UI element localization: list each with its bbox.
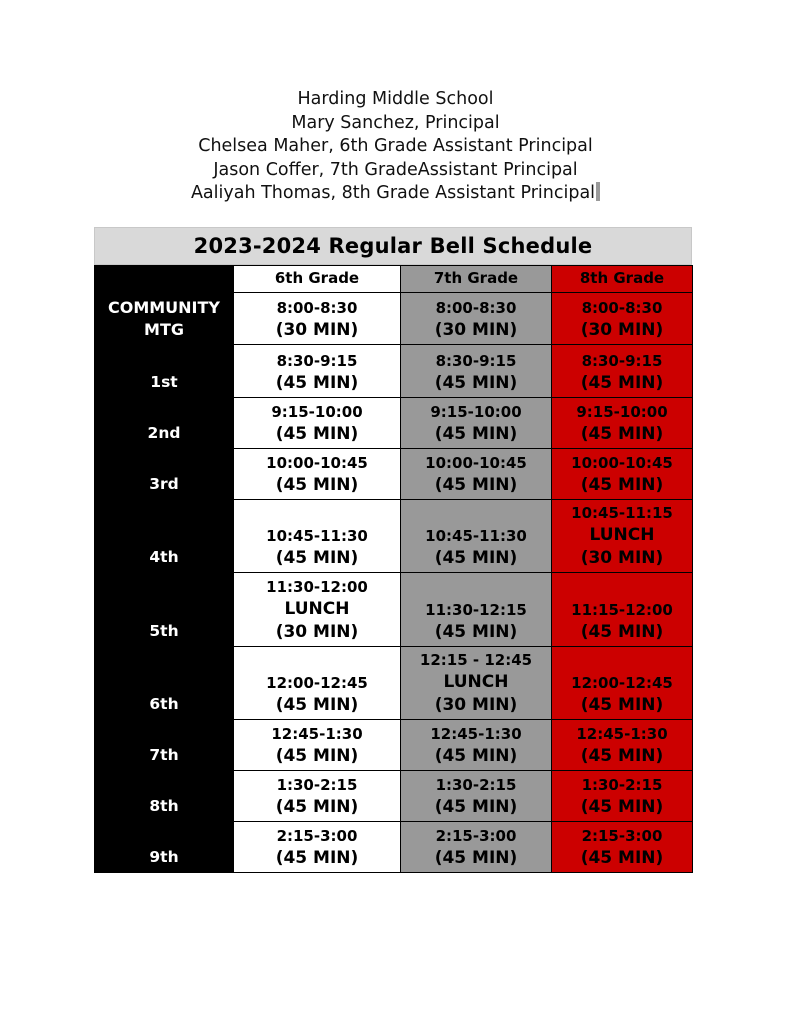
duration: (45 MIN) xyxy=(434,424,518,444)
grade-7-cell xyxy=(401,771,552,822)
cell-content xyxy=(234,775,400,822)
duration: (30 MIN) xyxy=(580,548,664,568)
duration: (45 MIN) xyxy=(580,695,664,715)
period-label xyxy=(95,500,234,573)
time-range: 12:00-12:45 xyxy=(266,673,368,692)
time-range: 12:15 - 12:45 xyxy=(419,650,533,669)
duration: (30 MIN) xyxy=(580,320,664,340)
period-label xyxy=(95,771,234,822)
cell-content xyxy=(552,503,692,573)
time-range: 8:00-8:30 xyxy=(276,298,358,317)
lunch-label: LUNCH xyxy=(443,672,509,692)
period-label xyxy=(95,720,234,771)
lunch-label: LUNCH xyxy=(284,599,350,619)
cell-content xyxy=(552,453,692,500)
duration: (45 MIN) xyxy=(434,548,518,568)
cell-content xyxy=(552,724,692,771)
cell-content xyxy=(234,453,400,500)
ap-8th-line-wrap xyxy=(0,182,791,206)
grade-6-cell xyxy=(234,293,401,345)
duration: (45 MIN) xyxy=(275,475,359,495)
time-range: 12:45-1:30 xyxy=(430,724,522,743)
cell-content xyxy=(401,724,551,771)
grade-6-cell xyxy=(234,573,401,647)
grade-6-cell xyxy=(234,398,401,449)
duration: (45 MIN) xyxy=(275,424,359,444)
time-range: 10:00-10:45 xyxy=(571,453,673,472)
time-range: 12:45-1:30 xyxy=(576,724,668,743)
period-label xyxy=(95,647,234,720)
time-range: 8:00-8:30 xyxy=(581,298,663,317)
duration: (45 MIN) xyxy=(580,373,664,393)
school-name: Harding Middle School xyxy=(297,89,494,109)
duration: (45 MIN) xyxy=(434,622,518,642)
cell-content xyxy=(401,775,551,822)
grade-8-cell xyxy=(552,771,693,822)
grade-7-cell xyxy=(401,573,552,647)
duration: (45 MIN) xyxy=(580,622,664,642)
time-range: 2:15-3:00 xyxy=(276,826,358,845)
cell-content xyxy=(234,673,400,720)
duration: (45 MIN) xyxy=(275,373,359,393)
period-label xyxy=(95,822,234,873)
period-label-line: 9th xyxy=(149,847,179,866)
grade-6-cell xyxy=(234,345,401,398)
grade-8-cell xyxy=(552,720,693,771)
grade-7-cell xyxy=(401,822,552,873)
ap-6th-line: Chelsea Maher, 6th Grade Assistant Principal xyxy=(198,136,593,156)
cell-content xyxy=(552,600,692,647)
time-range: 9:15-10:00 xyxy=(576,402,668,421)
duration: (45 MIN) xyxy=(275,797,359,817)
cell-content xyxy=(401,526,551,573)
duration: (45 MIN) xyxy=(580,746,664,766)
duration: (45 MIN) xyxy=(434,848,518,868)
time-range: 8:00-8:30 xyxy=(435,298,517,317)
cell-content xyxy=(552,775,692,822)
cell-content xyxy=(401,650,551,720)
time-range: 2:15-3:00 xyxy=(435,826,517,845)
schedule-row xyxy=(95,500,693,573)
time-range: 1:30-2:15 xyxy=(276,775,358,794)
time-range: 9:15-10:00 xyxy=(271,402,363,421)
duration: (45 MIN) xyxy=(275,695,359,715)
schedule-row xyxy=(95,822,693,873)
duration: (45 MIN) xyxy=(580,475,664,495)
schedule-row xyxy=(95,647,693,720)
duration: (45 MIN) xyxy=(580,424,664,444)
time-range: 12:00-12:45 xyxy=(571,673,673,692)
duration: (45 MIN) xyxy=(275,548,359,568)
schedule-table xyxy=(94,265,693,873)
duration: (45 MIN) xyxy=(434,373,518,393)
period-label xyxy=(95,345,234,398)
time-range: 1:30-2:15 xyxy=(435,775,517,794)
cell-content xyxy=(234,526,400,573)
period-label-line: 2nd xyxy=(147,423,181,442)
duration: (45 MIN) xyxy=(580,848,664,868)
bell-schedule xyxy=(94,227,692,873)
cell-content xyxy=(552,402,692,449)
time-range: 1:30-2:15 xyxy=(581,775,663,794)
schedule-row xyxy=(95,720,693,771)
grade-7-cell xyxy=(401,449,552,500)
grade-7-cell xyxy=(401,720,552,771)
period-label-line: MTG xyxy=(144,319,184,339)
cell-content xyxy=(401,600,551,647)
time-range: 9:15-10:00 xyxy=(430,402,522,421)
cell-content xyxy=(234,577,400,647)
period-label-line: 7th xyxy=(149,745,179,764)
duration: (45 MIN) xyxy=(434,475,518,495)
period-label-line: 4th xyxy=(149,547,179,566)
cell-content xyxy=(401,826,551,873)
grade-8-cell xyxy=(552,647,693,720)
document-header xyxy=(0,88,791,206)
duration: (30 MIN) xyxy=(275,622,359,642)
duration: (45 MIN) xyxy=(434,797,518,817)
duration: (45 MIN) xyxy=(275,746,359,766)
grade-7-cell xyxy=(401,345,552,398)
cell-content xyxy=(401,351,551,398)
cell-content xyxy=(552,351,692,398)
text-cursor xyxy=(596,182,600,201)
schedule-row xyxy=(95,449,693,500)
period-label xyxy=(95,449,234,500)
duration: (30 MIN) xyxy=(434,320,518,340)
grade-8-cell xyxy=(552,345,693,398)
period-label xyxy=(95,293,234,345)
duration: (45 MIN) xyxy=(580,797,664,817)
grade-8-cell xyxy=(552,449,693,500)
time-range: 12:45-1:30 xyxy=(271,724,363,743)
cell-content xyxy=(552,298,692,345)
duration: (45 MIN) xyxy=(434,746,518,766)
period-label-line: 1st xyxy=(150,372,178,391)
lunch-label: LUNCH xyxy=(589,525,655,545)
period-label-line: COMMUNITY xyxy=(107,297,221,317)
time-range: 10:00-10:45 xyxy=(425,453,527,472)
time-range: 8:30-9:15 xyxy=(276,351,358,370)
time-range: 10:45-11:30 xyxy=(266,526,368,545)
cell-content xyxy=(401,453,551,500)
grade-8-cell xyxy=(552,822,693,873)
time-range: 8:30-9:15 xyxy=(435,351,517,370)
grade-6-cell xyxy=(234,771,401,822)
column-header-7th: 7th Grade xyxy=(401,266,552,293)
column-header-row xyxy=(95,266,693,293)
period-label xyxy=(95,573,234,647)
period-label-line: 5th xyxy=(149,621,179,640)
time-range: 10:45-11:30 xyxy=(425,526,527,545)
grade-7-cell xyxy=(401,293,552,345)
time-range: 11:30-12:00 xyxy=(266,577,368,596)
grade-7-cell xyxy=(401,500,552,573)
cell-content xyxy=(234,402,400,449)
time-range: 10:00-10:45 xyxy=(266,453,368,472)
schedule-title: 2023-2024 Regular Bell Schedule xyxy=(94,227,692,265)
grade-8-cell xyxy=(552,573,693,647)
grade-6-cell xyxy=(234,720,401,771)
cell-content xyxy=(401,298,551,345)
grade-8-cell xyxy=(552,398,693,449)
period-label xyxy=(95,398,234,449)
period-label-line: 3rd xyxy=(149,474,179,493)
grade-8-cell xyxy=(552,500,693,573)
grade-8-cell xyxy=(552,293,693,345)
cell-content xyxy=(552,826,692,873)
duration: (30 MIN) xyxy=(275,320,359,340)
ap-8th-line: Aaliyah Thomas, 8th Grade Assistant Principal xyxy=(190,183,596,203)
cell-content xyxy=(234,351,400,398)
duration: (45 MIN) xyxy=(275,848,359,868)
column-header-6th: 6th Grade xyxy=(234,266,401,293)
period-label-line: 6th xyxy=(149,694,179,713)
column-header-8th: 8th Grade xyxy=(552,266,693,293)
cell-content xyxy=(552,673,692,720)
header-blank-cell xyxy=(95,266,234,293)
principal-line: Mary Sanchez, Principal xyxy=(291,112,500,133)
time-range: 2:15-3:00 xyxy=(581,826,663,845)
grade-6-cell xyxy=(234,500,401,573)
duration: (30 MIN) xyxy=(434,695,518,715)
cell-content xyxy=(401,402,551,449)
time-range: 8:30-9:15 xyxy=(581,351,663,370)
period-label-line: 8th xyxy=(149,796,179,815)
grade-7-cell xyxy=(401,647,552,720)
schedule-row xyxy=(95,293,693,345)
cell-content xyxy=(234,826,400,873)
grade-6-cell xyxy=(234,449,401,500)
ap-7th-line: Jason Coffer, 7th GradeAssistant Principal xyxy=(213,159,578,180)
time-range: 10:45-11:15 xyxy=(571,503,673,522)
schedule-row xyxy=(95,573,693,647)
schedule-row xyxy=(95,771,693,822)
schedule-row xyxy=(95,398,693,449)
cell-content xyxy=(234,724,400,771)
grade-7-cell xyxy=(401,398,552,449)
grade-6-cell xyxy=(234,647,401,720)
cell-content xyxy=(234,298,400,345)
schedule-row xyxy=(95,345,693,398)
time-range: 11:15-12:00 xyxy=(571,600,673,619)
time-range: 11:30-12:15 xyxy=(425,600,527,619)
grade-6-cell xyxy=(234,822,401,873)
